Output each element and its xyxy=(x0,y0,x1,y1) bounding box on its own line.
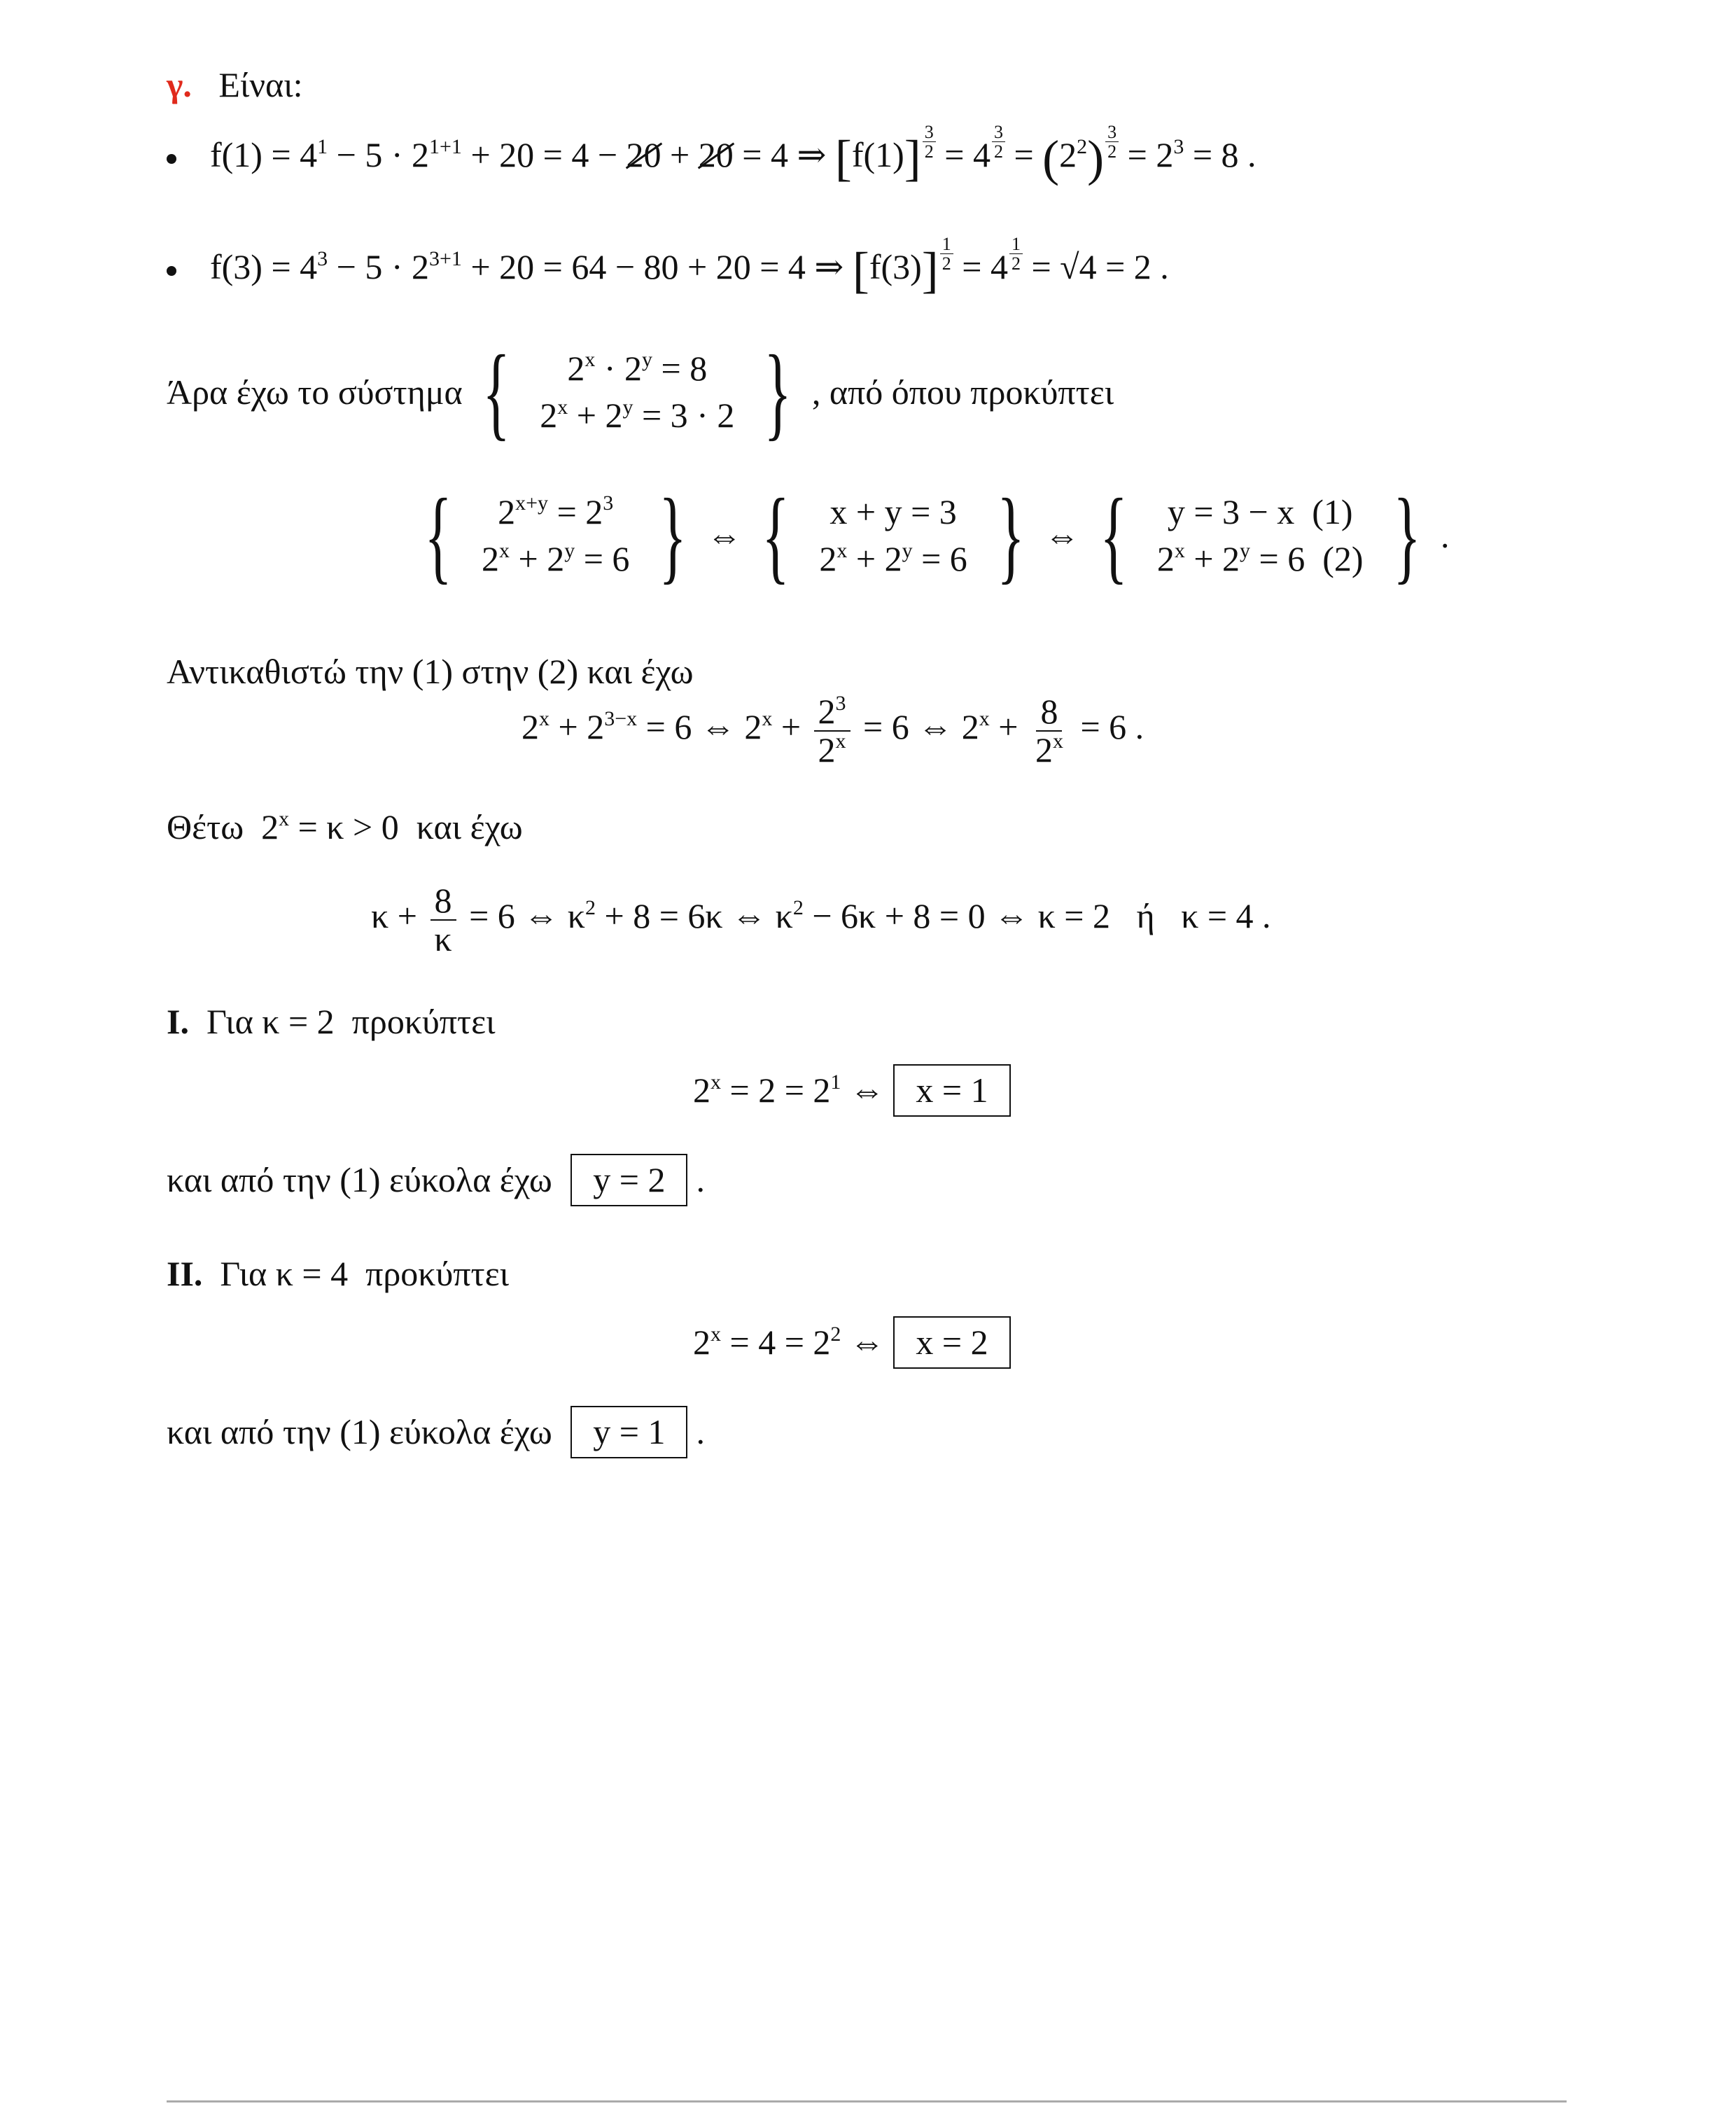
system-step-2: { x + y = 3 $2^x + 2^y = 6$ } xyxy=(762,477,1025,594)
cancelled-term: 20 xyxy=(626,134,662,174)
substitute-intro: Αντικαθιστώ την (1) στην (2) και έχω xyxy=(167,652,694,691)
system-intro-line: Άρα έχω το σύστημα { $2^x \cdot 2^y = 8$ $2^x + 2^y = 3 \cdot 2$ } , από όπου προκύπτει xyxy=(167,334,1114,450)
kappa-equation: κ + $\frac{8}{\kappa}$ = 6 ⇔ $\kappa^2 + 8 = 6\kappa$ ⇔ $\kappa^2 - 6\kappa + 8 = 0$ ⇔ κ = 2 ή κ = 4 . xyxy=(371,881,1271,958)
substitution-equation: $2^x + 2^{3-x} = 6$ ⇔ $2^x$ + $\frac{2^3}{2^x}$ = 6 ⇔ $2^x$ + $\frac{8}{2^x}$ = 6 . xyxy=(522,691,1144,769)
equation-system: { $2^x \cdot 2^y = 8$ $2^x + 2^y = 3 \cdot 2$ } xyxy=(482,334,792,450)
system-step-3: { y = 3 − x (1) $2^x + 2^y = 6$ (2) } xyxy=(1100,477,1421,594)
fraction: $\frac{8}{\kappa}$ xyxy=(430,882,456,957)
section-intro: Είναι: xyxy=(218,65,303,104)
footer-divider xyxy=(167,2100,1567,2102)
answer-box-y: y = 2 xyxy=(570,1154,687,1206)
set-kappa-line: Θέτω $2^x = \kappa > 0$ και έχω xyxy=(167,807,523,846)
system-chain: { $2^{x+y} = 2^3$ $2^x + 2^y = 6$ } ⇔ { x + y = 3 $2^x + 2^y = 6$ } ⇔ { y = 3 − x (1) $2^x + 2^y = 6$ (2) } . xyxy=(413,483,1450,588)
section-label: γ. xyxy=(167,65,192,104)
case-1-heading: I. Για κ = 2 προκύπτει xyxy=(167,1002,496,1041)
cancelled-term: 20 xyxy=(698,134,734,174)
f1-equation-line: $f(1) = 4^1 - 5 \cdot 2^{1+1} + 20 = 4 - 20 + 20 = 4$ ⇒ [f(1)] $\frac{3}{2}$ = 4 $\frac{3}{2}$ = $(2^2)$ $\frac{3}{2}$ = $2^3 = 8$ . xyxy=(167,130,1256,188)
fraction: $\frac{2^3}{2^x}$ xyxy=(814,693,850,768)
fraction: $\frac{8}{2^x}$ xyxy=(1035,692,1063,769)
case-2-equation: $2^x = 4 = 2^2$ ⇔ x = 2 xyxy=(693,1316,1011,1369)
answer-box-y: y = 1 xyxy=(570,1406,687,1458)
case-2-result-line: και από την (1) εύκολα έχω y = 1 . xyxy=(167,1406,705,1458)
f3-equation-line: $f(3) = 4^3 - 5 \cdot 2^{3+1} + 20 = 64 - 80 + 20 = 4$ ⇒ [f(3)] $\frac{1}{2}$ = 4 $\frac{1}{2}$ = √4 = 2 . xyxy=(167,242,1169,300)
equivalence-icon: ⇔ xyxy=(1044,516,1080,555)
answer-box-x: x = 1 xyxy=(893,1064,1010,1117)
case-1-equation: $2^x = 2 = 2^1$ ⇔ x = 1 xyxy=(693,1064,1011,1117)
section-heading xyxy=(167,64,303,105)
case-2-label: II. xyxy=(167,1254,203,1293)
bullet-icon xyxy=(167,266,176,276)
equivalence-icon: ⇔ xyxy=(706,516,742,555)
bullet-icon xyxy=(167,154,176,164)
case-2-heading: II. Για κ = 4 προκύπτει xyxy=(167,1254,510,1293)
system-step-1: { $2^{x+y} = 2^3$ $2^x + 2^y = 6$ } xyxy=(424,477,687,594)
case-1-label: I. xyxy=(167,1002,189,1041)
answer-box-x: x = 2 xyxy=(893,1316,1010,1369)
case-1-result-line: και από την (1) εύκολα έχω y = 2 . xyxy=(167,1154,705,1206)
